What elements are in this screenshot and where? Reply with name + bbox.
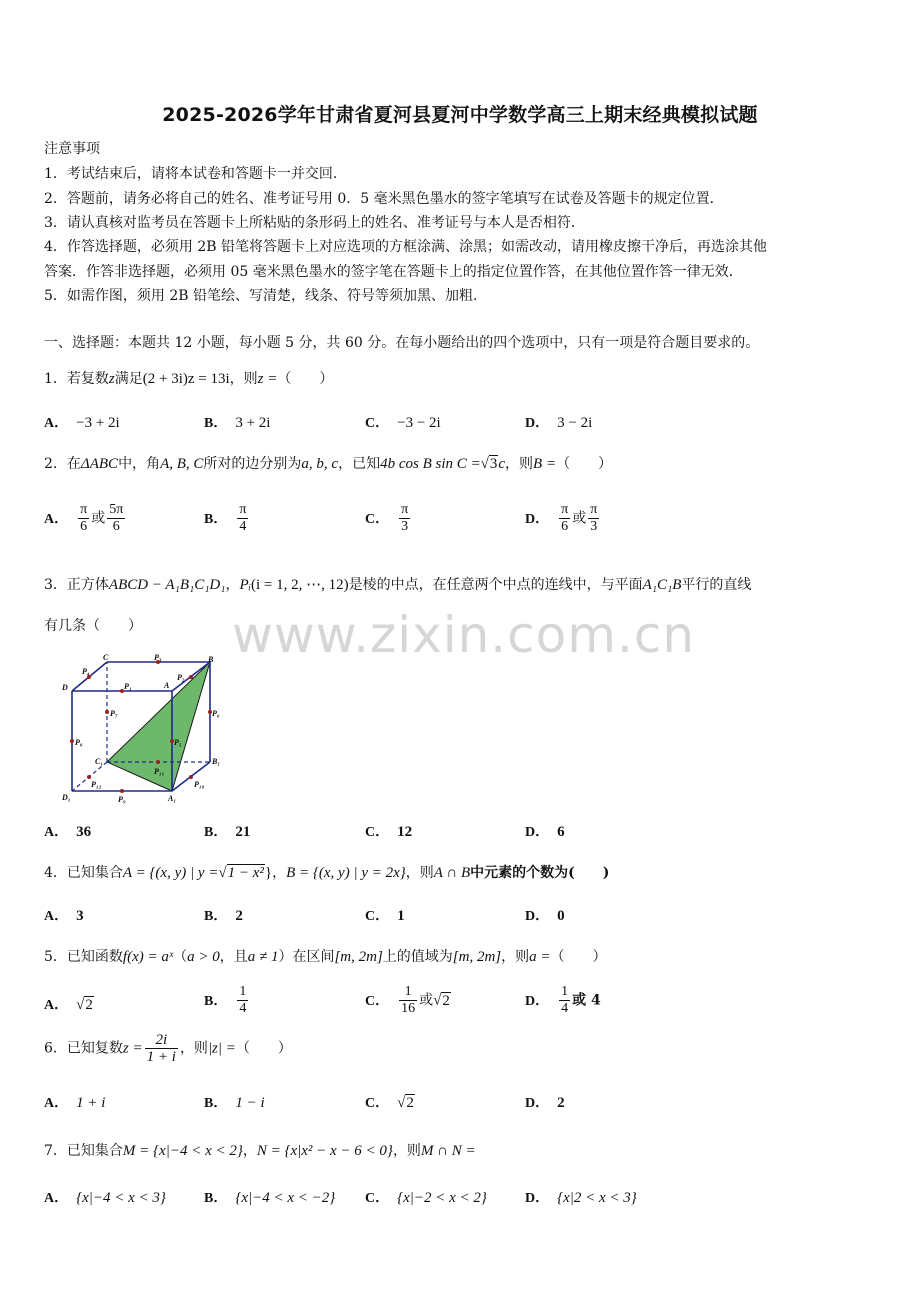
svg-text:A₁: A₁ (168, 794, 177, 803)
watermark: www.zixin.com.cn (232, 606, 696, 664)
svg-text:P₁₀: P₁₀ (194, 780, 205, 789)
option-a[interactable]: A． 3 (44, 908, 84, 924)
option-b[interactable]: B． 3 + 2i (204, 415, 271, 431)
question-4: 4．已知集合A = {(x, y) | y =√1 − x²}，B = {(x, y) | y = 2x}，则A ∩ B中元素的个数为( ) (44, 865, 610, 881)
option-a[interactable]: A． √2 (44, 997, 93, 1013)
question-6: 6．已知复数z = $\frac{2i}{1 + i}$ ，则|z| =（ ） (44, 1032, 292, 1065)
svg-text:P₁: P₁ (124, 682, 132, 691)
question-number: 4． (44, 865, 67, 881)
question-number: 1． (44, 371, 67, 387)
notice-item: 1．考试结束后，请将本试卷和答题卡一并交回． (44, 166, 347, 182)
svg-text:C: C (103, 653, 109, 662)
svg-text:P₈: P₈ (75, 738, 83, 747)
svg-text:P₁₂: P₁₂ (91, 780, 102, 789)
svg-text:D: D (62, 683, 68, 692)
option-c[interactable]: C． 1 (365, 908, 405, 924)
svg-text:P₄: P₄ (82, 667, 90, 676)
notice-item: 答案．作答非选择题，必须用 05 毫米黑色墨水的签字笔在答题卡上的指定位置作答，在其他位置作答一律无效． (44, 264, 743, 280)
question-number: 5． (44, 949, 67, 965)
option-c[interactable]: C． −3 − 2i (365, 415, 441, 431)
question-number: 3． (44, 577, 67, 593)
question-3: 3．正方体ABCD − A₁B₁C₁D₁，Pᵢ(i = 1, 2, ⋯, 12)是棱的中点，在任意两个中点的连线中，与平面A₁C₁B平行的直线 (44, 577, 752, 593)
option-b[interactable]: B． 2 (204, 908, 243, 924)
option-b[interactable]: B． 21 (204, 824, 251, 840)
question-3-cont: 有几条（ ） (44, 618, 142, 634)
question-number: 6． (44, 1040, 67, 1057)
option-d[interactable]: D． $\frac{1}{4}$ 或 4 (525, 984, 601, 1016)
notice-item: 4．作答选择题，必须用 2B 铅笔将答题卡上对应选项的方框涂满、涂黑；如需改动，请用橡皮擦干净后，再选涂其他 (44, 239, 767, 255)
notice-item: 3．请认真核对监考员在答题卡上所粘贴的条形码上的姓名、准考证号与本人是否相符． (44, 215, 585, 231)
svg-text:P₂: P₂ (177, 673, 185, 682)
option-d[interactable]: D． $\frac{\pi}{6}$ 或 $\frac{\pi}{3}$ (525, 502, 598, 534)
svg-text:B₁: B₁ (212, 757, 221, 766)
option-a[interactable]: A． 36 (44, 824, 92, 840)
svg-text:P₇: P₇ (110, 709, 118, 718)
notice-item: 2．答题前，请务必将自己的姓名、准考证号用 0．5 毫米黑色墨水的签字笔填写在试卷及答题卡的规定位置． (44, 191, 724, 207)
option-c[interactable]: C． 12 (365, 824, 413, 840)
cube-figure (58, 650, 233, 810)
svg-text:P₉: P₉ (118, 795, 126, 804)
question-5: 5．已知函数f(x) = aˣ（a > 0，且a ≠ 1）在区间[m, 2m]上的值域为[m, 2m]，则a =（ ） (44, 949, 607, 965)
option-a[interactable]: A． {x|−4 < x < 3} (44, 1190, 166, 1206)
option-a[interactable]: A． −3 + 2i (44, 415, 120, 431)
svg-text:P₅: P₅ (174, 738, 182, 747)
option-d[interactable]: D． 6 (525, 824, 565, 840)
option-d[interactable]: D． 0 (525, 908, 565, 924)
notice-heading: 注意事项 (44, 141, 100, 157)
svg-text:P₆: P₆ (212, 709, 220, 718)
question-number: 7． (44, 1143, 67, 1159)
svg-text:A: A (164, 681, 170, 690)
svg-text:D₁: D₁ (62, 793, 71, 802)
option-a[interactable]: A． 1 + i (44, 1095, 106, 1111)
option-c[interactable]: C． $\frac{1}{16}$ 或√2 (365, 984, 450, 1016)
page-title: 2025-2026学年甘肃省夏河县夏河中学数学高三上期末经典模拟试题 (162, 104, 758, 126)
svg-text:C₁: C₁ (95, 757, 104, 766)
svg-text:P₁₁: P₁₁ (154, 767, 165, 776)
option-a[interactable]: A． $\frac{\pi}{6}$ 或 $\frac{5\pi}{6}$ (44, 502, 124, 534)
option-d[interactable]: D． 3 − 2i (525, 415, 593, 431)
notice-item: 5．如需作图，须用 2B 铅笔绘、写清楚，线条、符号等须加黑、加粗． (44, 288, 488, 304)
option-d[interactable]: D． 2 (525, 1095, 565, 1111)
question-1: 1．若复数z满足(2 + 3i)z = 13i，则z =（ ） (44, 371, 334, 387)
option-c[interactable]: C． {x|−2 < x < 2} (365, 1190, 487, 1206)
option-c[interactable]: C． $\frac{\pi}{3}$ (365, 502, 409, 534)
option-b[interactable]: B． 1 − i (204, 1095, 265, 1111)
svg-text:B: B (208, 655, 214, 664)
option-b[interactable]: B． $\frac{1}{4}$ (204, 984, 247, 1016)
option-b[interactable]: B． {x|−4 < x < −2} (204, 1190, 336, 1206)
question-7: 7．已知集合M = {x|−4 < x < 2}，N = {x|x² − x − 6 < 0}，则M ∩ N = (44, 1143, 476, 1159)
option-c[interactable]: C． √2 (365, 1095, 414, 1111)
option-d[interactable]: D． {x|2 < x < 3} (525, 1190, 637, 1206)
section-heading: 一、选择题：本题共 12 小题，每小题 5 分，共 60 分。在每小题给出的四个选项中，只有一项是符合题目要求的。 (44, 335, 760, 351)
question-2: 2．在ΔABC中，角A, B, C所对的边分别为a, b, c，已知4b cos B sin C =√3c，则B =（ ） (44, 456, 613, 472)
svg-text:P₃: P₃ (154, 653, 162, 662)
option-b[interactable]: B． $\frac{\pi}{4}$ (204, 502, 247, 534)
question-number: 2． (44, 456, 67, 472)
